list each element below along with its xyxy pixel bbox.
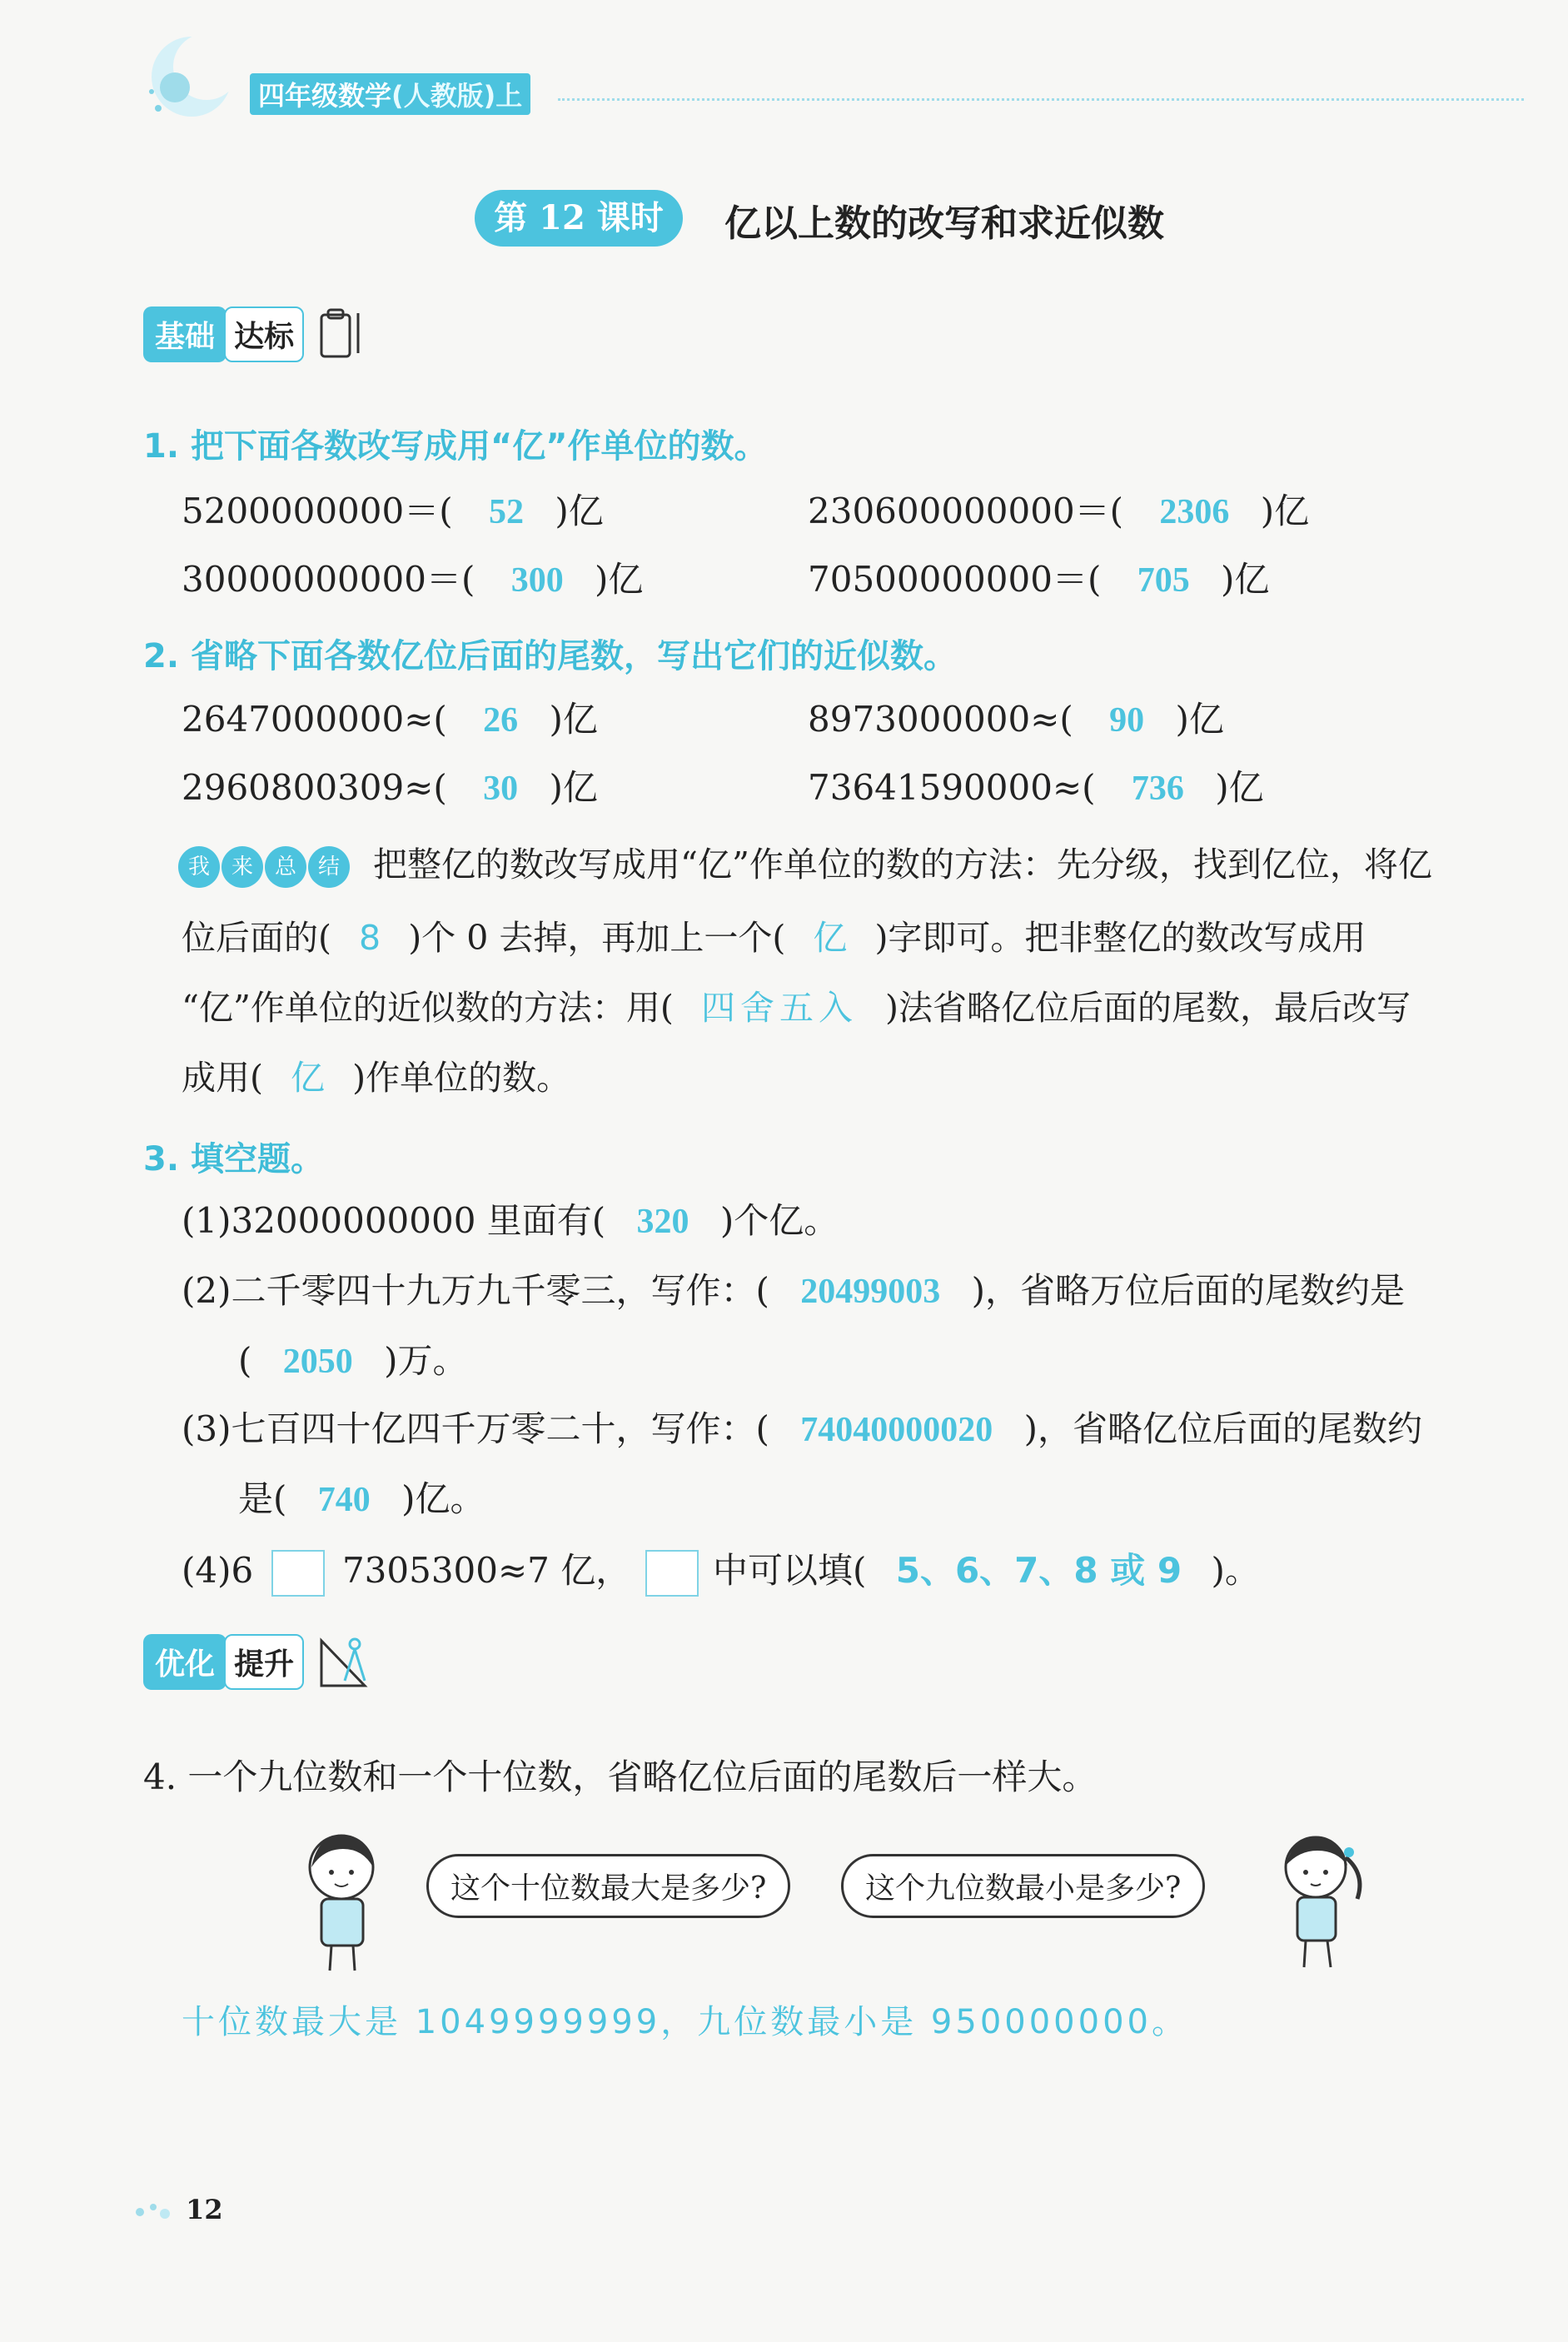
q1-item-1 <box>182 486 604 537</box>
text: 中可以填( <box>712 1550 867 1591</box>
summary-badge-char: 来 <box>222 846 263 888</box>
q3-part-3 <box>182 1404 1422 1455</box>
ruler-compass-icon <box>316 1632 375 1691</box>
q3-part-3b <box>238 1474 485 1525</box>
text: 7305300≈7 亿， <box>341 1550 631 1591</box>
q1-item-3 <box>182 555 643 605</box>
text: 成用( <box>182 1058 263 1098</box>
lesson-title: 亿以上数的改写和求近似数 <box>724 202 1164 245</box>
q1-unit: )亿 <box>555 491 604 531</box>
q4-answer: 十位数最大是 1049999999，九位数最小是 950000000。 <box>182 2003 1188 2041</box>
q2-num: 8973000000≈( <box>808 699 1073 740</box>
text: )，省略亿位后面的尾数约 <box>1023 1408 1422 1449</box>
speech-bubble-right: 这个九位数最小是多少? <box>841 1854 1205 1918</box>
q4-title <box>143 1752 1097 1802</box>
text: )，省略万位后面的尾数约是 <box>971 1270 1405 1311</box>
text: ( <box>238 1340 252 1381</box>
q2-num: 2960800309≈( <box>182 767 447 808</box>
q3-title: 3. 填空题。 <box>143 1140 324 1178</box>
q3-part-1 <box>182 1196 839 1247</box>
q3-answer-2b: 2050 <box>282 1343 353 1381</box>
q1-answer: 705 <box>1137 561 1190 600</box>
text: )字即可。把非整亿的数改写成用 <box>874 918 1366 958</box>
q1-num: 30000000000＝( <box>182 559 475 600</box>
tag-standard: 达标 <box>224 306 304 362</box>
q2-answer: 26 <box>483 701 519 740</box>
moon-icon <box>142 25 241 125</box>
q2-answer: 736 <box>1131 770 1184 808</box>
page-number-text: 12 <box>186 2194 223 2225</box>
q3-part-2 <box>182 1266 1405 1317</box>
lesson-badge <box>475 190 683 247</box>
text: )作单位的数。 <box>352 1058 571 1098</box>
q4-title-text: 4. 一个九位数和一个十位数，省略亿位后面的尾数后一样大。 <box>143 1756 1098 1797</box>
tag-basic: 基础 <box>143 306 226 362</box>
section-tag-basic <box>143 305 366 363</box>
girl-right-illustration <box>1266 1824 1374 1974</box>
lesson-badge-text: 第 12 课时 <box>494 198 664 237</box>
q1-unit: )亿 <box>1260 491 1310 531</box>
q1-item-4 <box>808 555 1269 605</box>
q2-unit: )亿 <box>549 767 598 808</box>
section-tag-advanced <box>143 1632 375 1691</box>
q2-title: 2. 省略下面各数亿位后面的尾数，写出它们的近似数。 <box>143 637 957 675</box>
text: )个 0 去掉，再加上一个( <box>408 918 786 958</box>
summary-answer-2: 亿 <box>813 918 848 958</box>
q1-title: 1. 把下面各数改写成用“亿”作单位的数。 <box>143 427 768 466</box>
q1-unit: )亿 <box>1221 559 1270 600</box>
tag-improve: 提升 <box>224 1634 304 1690</box>
q1-answer: 300 <box>510 561 564 600</box>
blank-box[interactable] <box>645 1550 699 1597</box>
q1-num: 230600000000＝( <box>808 491 1124 531</box>
summary-badge-char: 我 <box>178 846 220 888</box>
text: )亿。 <box>401 1478 485 1519</box>
blank-box[interactable] <box>271 1550 325 1597</box>
summary-badge-char: 结 <box>308 846 350 888</box>
q1-num: 70500000000＝( <box>808 559 1102 600</box>
text: 是( <box>238 1478 287 1519</box>
q3-answer-3b: 740 <box>317 1481 371 1519</box>
clipboard-icon <box>316 305 366 363</box>
text: (4)6 <box>182 1550 254 1591</box>
speech-bubble-left: 这个十位数最大是多少? <box>426 1854 790 1918</box>
q3-answer-2: 20499003 <box>800 1273 941 1311</box>
q3-part-2b <box>238 1336 468 1387</box>
summary-line-1: 把整亿的数改写成用“亿”作单位的数的方法：先分级，找到亿位，将亿 <box>373 845 1432 884</box>
q2-unit: )亿 <box>1175 699 1224 740</box>
q1-num: 5200000000＝( <box>182 491 453 531</box>
header-rule <box>558 98 1524 101</box>
tag-optimize: 优化 <box>143 1634 226 1690</box>
text: “亿”作单位的近似数的方法：用( <box>182 988 674 1028</box>
summary-line-4 <box>182 1053 570 1103</box>
text: (1)32000000000 里面有( <box>182 1200 606 1241</box>
text: (2)二千零四十九万九千零三，写作：( <box>182 1270 769 1311</box>
summary-answer-3: 四舍五入 <box>700 988 858 1028</box>
q2-item-1 <box>182 695 598 745</box>
q3-answer-3: 74040000020 <box>800 1411 993 1449</box>
text: 位后面的( <box>182 918 331 958</box>
q2-unit: )亿 <box>1215 767 1264 808</box>
header-decoration <box>142 25 241 125</box>
grade-label: 四年级数学 <box>258 80 392 112</box>
summary-badge <box>178 846 350 888</box>
q2-answer: 30 <box>483 770 519 808</box>
text: )个亿。 <box>719 1200 839 1241</box>
q1-item-2 <box>808 486 1309 537</box>
q2-answer: 90 <box>1109 701 1145 740</box>
q2-item-4 <box>808 763 1264 814</box>
edition-label: (人教版)上 <box>391 80 523 112</box>
text: (3)七百四十亿四千万零二十，写作：( <box>182 1408 769 1449</box>
q1-answer: 2306 <box>1159 493 1230 531</box>
footer-decoration-icon <box>132 2197 182 2222</box>
q2-item-2 <box>808 695 1224 745</box>
q3-part-4 <box>182 1546 1260 1597</box>
summary-line-2 <box>182 913 1366 963</box>
summary-badge-char: 总 <box>265 846 306 888</box>
text: )万。 <box>384 1340 468 1381</box>
text: )。 <box>1211 1550 1260 1591</box>
q2-item-3 <box>182 763 598 814</box>
text: )法省略亿位后面的尾数，最后改写 <box>885 988 1411 1028</box>
header-grade <box>250 73 530 115</box>
girl-left-illustration <box>293 1824 393 1974</box>
summary-line-3 <box>182 983 1411 1033</box>
q2-num: 73641590000≈( <box>808 767 1096 808</box>
q3-answer-4: 5、6、7、8 或 9 <box>895 1550 1182 1591</box>
summary-answer-1: 8 <box>359 918 381 958</box>
q1-unit: )亿 <box>595 559 644 600</box>
page-number <box>132 2194 223 2225</box>
q3-answer-1: 320 <box>636 1203 689 1241</box>
summary-answer-4: 亿 <box>291 1058 326 1098</box>
q2-num: 2647000000≈( <box>182 699 447 740</box>
q1-answer: 52 <box>488 493 524 531</box>
q2-unit: )亿 <box>549 699 598 740</box>
